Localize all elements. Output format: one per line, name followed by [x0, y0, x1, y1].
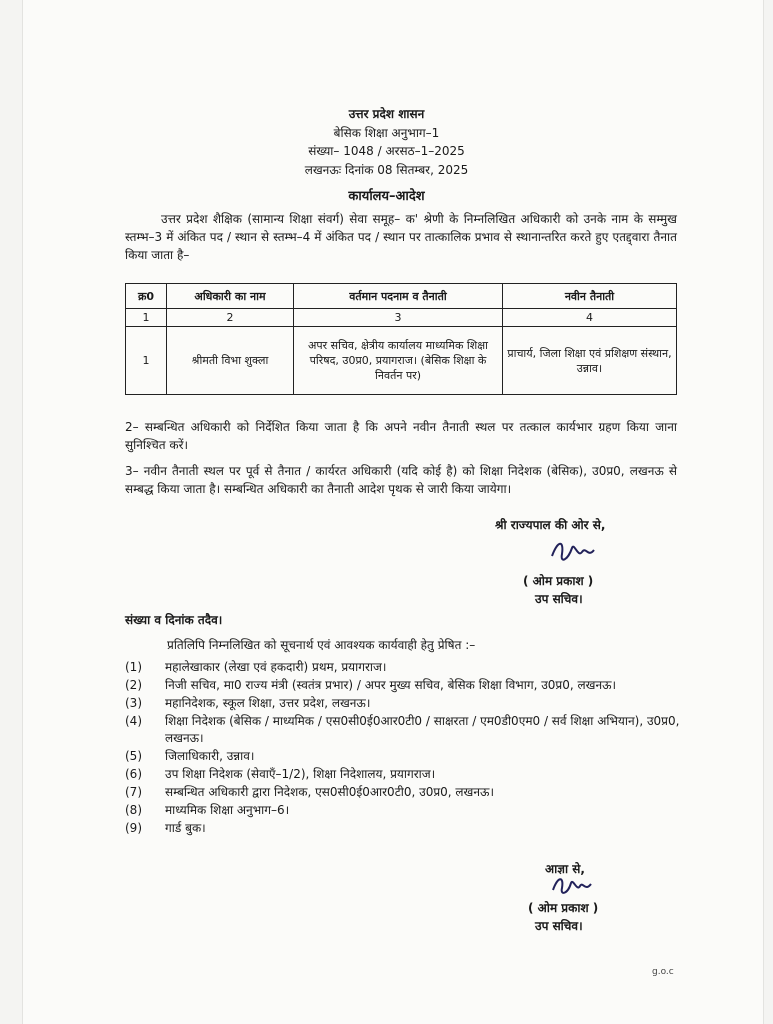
signature-mark [548, 538, 598, 568]
col-number: 4 [503, 309, 677, 327]
signature-order-line: आज्ञा से, [545, 862, 585, 876]
intro-paragraph: उत्तर प्रदेश शैक्षिक (सामान्य शिक्षा संवर्ग) सेवा समूह– क' श्रेणी के निम्नलिखित अधिकारी को उनके नाम के सम्मुख स्तम्भ–3 में अंकित पद / स्थान से स्तम्भ–4 में अंकित पद / स्थान पर तात्कालिक प्रभाव से स्थानान्तरित करते हुए एतद्द्वारा तैनात किया जाता है– [125, 212, 677, 262]
reference-line: संख्या व दिनांक तदैव। [125, 613, 223, 627]
col-number: 3 [294, 309, 503, 327]
list-item: (4) शिक्षा निदेशक (बेसिक / माध्यमिक / एस0सी0ई0आर0टी0 / साक्षरता / एम0डी0एम0 / सर्व शिक्षा अभियान), उ0प्र0, लखनऊ। [125, 714, 680, 745]
copy-list [125, 659, 685, 838]
order-date: लखनऊः दिनांक 08 सितम्बर, 2025 [304, 163, 469, 177]
table-number-row [126, 309, 677, 327]
signatory-name: ( ओम प्रकाश ) [523, 574, 594, 588]
section-heading: बेसिक शिक्षा अनुभाग–1 [333, 126, 440, 140]
cell-officer-name: श्रीमती विभा शुक्ला [167, 327, 294, 395]
document-title: कार्यालय–आदेश [348, 189, 425, 204]
paragraph-2: 2– सम्बन्धित अधिकारी को निर्देशित किया जाता है कि अपने नवीन तैनाती स्थल पर तत्काल कार्यभार ग्रहण किया जाना सुनिश्चित करें। [125, 420, 677, 452]
col-number: 2 [167, 309, 294, 327]
cell-serial: 1 [126, 327, 167, 395]
signatory-designation: उप सचिव। [535, 592, 583, 606]
signature-authority-line: श्री राज्यपाल की ओर से, [495, 518, 606, 532]
signature-mark [550, 874, 594, 900]
list-item: (3) महानिदेशक, स्कूल शिक्षा, उत्तर प्रदेश, लखनऊ। [125, 696, 371, 710]
order-number: संख्या– 1048 / अरसठ–1–2025 [308, 144, 465, 158]
list-item: (9) गार्ड बुक। [125, 821, 206, 835]
table-header-row [126, 284, 677, 309]
col-current-posting: वर्तमान पदनाम व तैनाती [294, 284, 503, 309]
list-item: (7) सम्बन्धित अधिकारी द्वारा निदेशक, एस0सी0ई0आर0टी0, उ0प्र0, लखनऊ। [125, 785, 494, 799]
transfer-table [125, 283, 677, 395]
paragraph-3: 3– नवीन तैनाती स्थल पर पूर्व से तैनात / कार्यरत अधिकारी (यदि कोई है) को शिक्षा निदेशक (बेसिक), उ0प्र0, लखनऊ से सम्बद्ध किया जाता है। सम्बन्धित अधिकारी का तैनाती आदेश पृथक से जारी किया जायेगा। [125, 464, 677, 496]
signatory-name-2: ( ओम प्रकाश ) [528, 901, 599, 915]
footer-code: g.o.c [652, 967, 674, 977]
col-new-posting: नवीन तैनाती [503, 284, 677, 309]
col-officer-name: अधिकारी का नाम [167, 284, 294, 309]
col-serial: क्र0 [126, 284, 167, 309]
list-item: (8) माध्यमिक शिक्षा अनुभाग–6। [125, 803, 290, 817]
list-item: (5) जिलाधिकारी, उन्नाव। [125, 749, 255, 763]
signatory-designation-2: उप सचिव। [535, 919, 583, 933]
cell-current-posting: अपर सचिव, क्षेत्रीय कार्यालय माध्यमिक शिक्षा परिषद, उ0प्र0, प्रयागराज। (बेसिक शिक्षा के निवर्तन पर) [294, 327, 503, 395]
govt-heading: उत्तर प्रदेश शासन [348, 107, 425, 121]
copy-intro: प्रतिलिपि निम्नलिखित को सूचनार्थ एवं आवश्यक कार्यवाही हेतु प्रेषित :– [167, 638, 476, 652]
list-item: (6) उप शिक्षा निदेशक (सेवाएँ–1/2), शिक्षा निदेशालय, प्रयागराज। [125, 767, 436, 781]
list-item: (1) महालेखाकार (लेखा एवं हकदारी) प्रथम, प्रयागराज। [125, 660, 387, 674]
col-number: 1 [126, 309, 167, 327]
list-item: (2) निजी सचिव, मा0 राज्य मंत्री (स्वतंत्र प्रभार) / अपर मुख्य सचिव, बेसिक शिक्षा विभाग, उ0प्र0, लखनऊ। [125, 678, 617, 692]
table-row [126, 327, 677, 395]
cell-new-posting: प्राचार्य, जिला शिक्षा एवं प्रशिक्षण संस्थान, उन्नाव। [503, 327, 677, 395]
